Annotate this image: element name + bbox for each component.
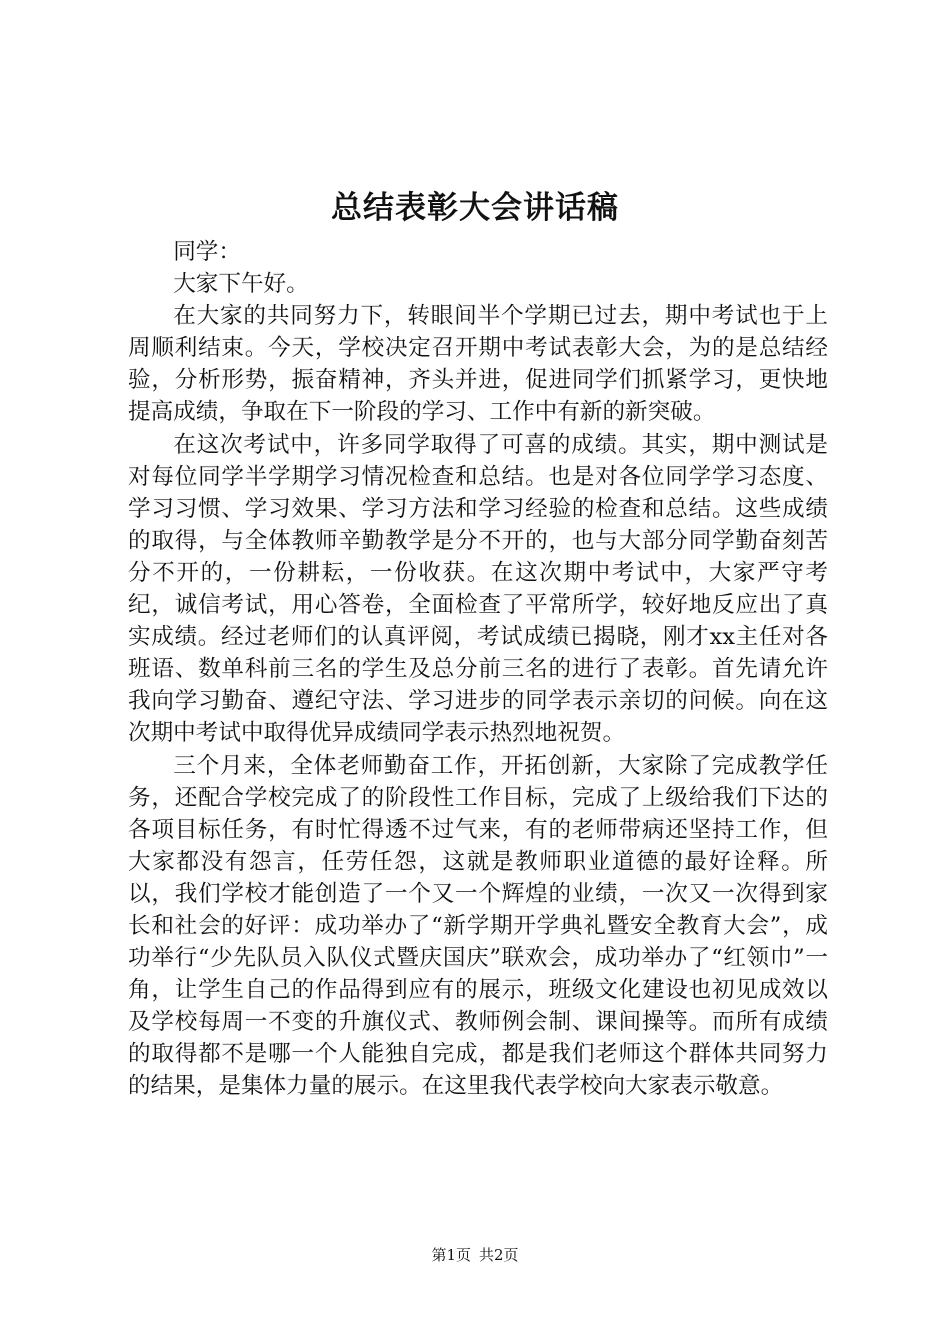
page-number: 第1页	[431, 1246, 471, 1264]
paragraph-2: 在这次考试中，许多同学取得了可喜的成绩。其实，期中测试是对每位同学半学期学习情况检查和总结。也是对各位同学学习态度、学习习惯、学习效果、学习方法和学习经验的检查和总结。这些成绩的取得，与全体教师辛勤教学是分不开的，也与大部分同学勤奋刻苦分不开的，一份耕耘，一份收获。在这次期中考试中，大家严守考纪，诚信考试，用心答卷，全面检查了平常所学，较好地反应出了真实成绩。经过老师们的认真评阅，考试成绩已揭晓，刚才xx主任对各班语、数单科前三名的学生及总分前三名的进行了表彰。首先请允许我向学习勤奋、遵纪守法、学习进步的同学表示亲切的问候。向在这次期中考试中取得优异成绩同学表示热烈地祝贺。	[128, 431, 828, 747]
document-body	[128, 236, 828, 1103]
paragraph-3: 三个月来，全体老师勤奋工作，开拓创新，大家除了完成教学任务，还配合学校完成了的阶段性工作目标，完成了上级给我们下达的各项目标任务，有时忙得透不过气来，有的老师带病还坚持工作，但大家都没有怨言，任劳任怨，这就是教师职业道德的最好诠释。所以，我们学校才能创造了一个又一个辉煌的业绩，一次又一次得到家长和社会的好评：成功举办了“新学期开学典礼暨安全教育大会”，成功举行“少先队员入队仪式暨庆国庆”联欢会，成功举办了“红领巾”一角，让学生自己的作品得到应有的展示，班级文化建设也初见成效以及学校每周一不变的升旗仪式、教师例会制、课间操等。而所有成绩的取得都不是哪一个人能独自完成，都是我们老师这个群体共同努力的结果，是集体力量的展示。在这里我代表学校向大家表示敬意。	[128, 752, 828, 1100]
greeting: 大家下午好。	[173, 271, 309, 298]
document-title: 总结表彰大会讲话稿	[331, 190, 619, 226]
paragraph-1: 在大家的共同努力下，转眼间半个学期已过去，期中考试也于上周顺利结束。今天，学校决定召开期中考试表彰大会，为的是总结经验，分析形势，振奋精神，齐头并进，促进同学们抓紧学习，更快地提高成绩，争取在下一阶段的学习、工作中有新的新突破。	[128, 303, 828, 426]
page-total: 共2页	[479, 1246, 519, 1264]
salutation: 同学：	[173, 239, 241, 265]
page-footer	[0, 1244, 950, 1266]
